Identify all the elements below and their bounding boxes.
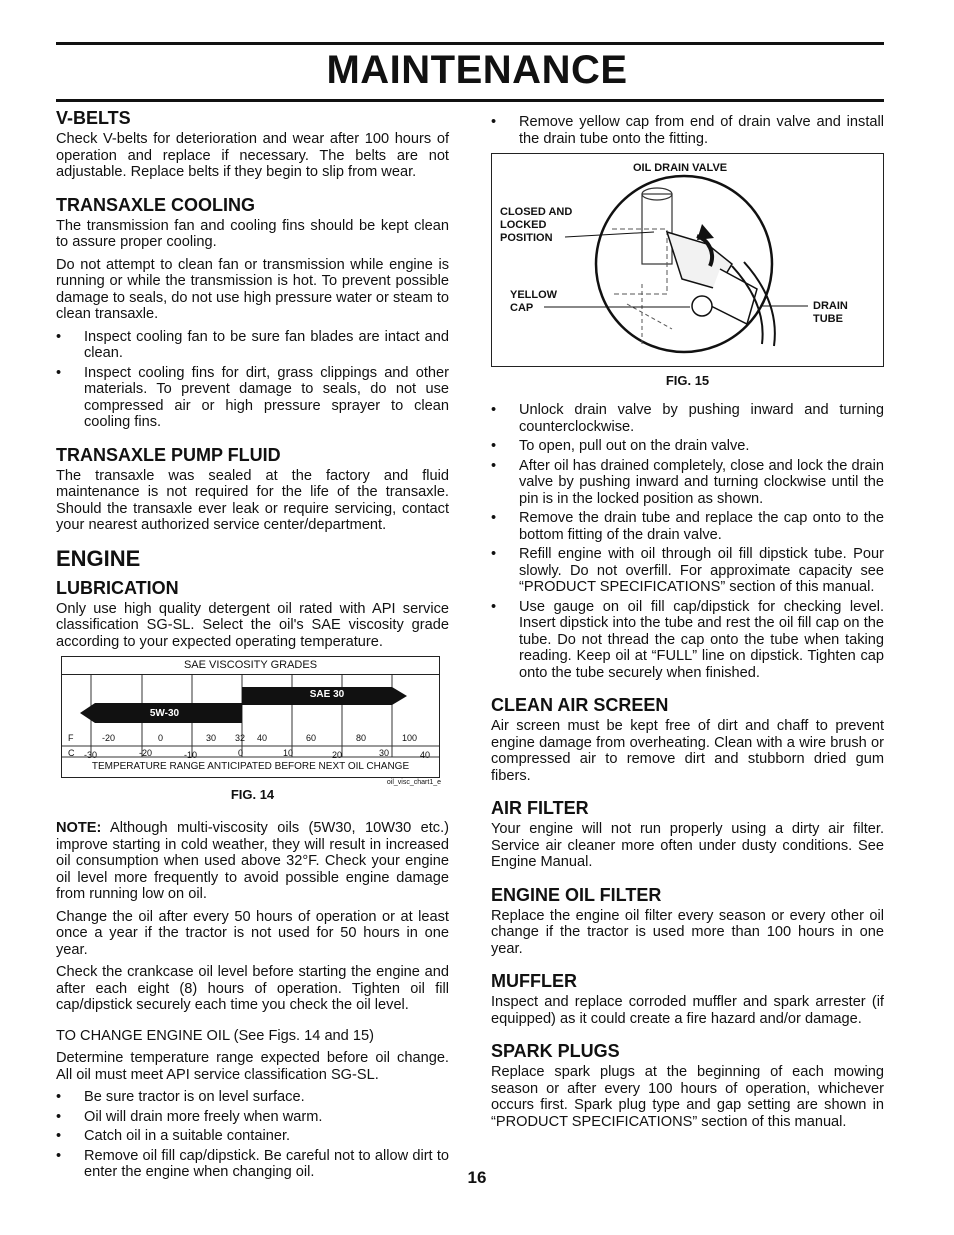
transaxle-cooling-p1: The transmission fan and cooling fins should be kept clean to assure proper cooling.	[56, 217, 449, 250]
pump-fluid-section	[56, 445, 449, 534]
fig15-caption: FIG. 15	[665, 373, 710, 388]
f-tick: 0	[158, 733, 164, 743]
sae30-label: SAE 30	[309, 689, 345, 700]
chart-code: oil_visc_chart1_e	[386, 779, 441, 786]
transaxle-cooling-section	[56, 195, 449, 431]
c-tick: 40	[420, 750, 431, 760]
closed-line-1: CLOSED AND	[500, 206, 573, 218]
viscosity-chart-svg	[62, 657, 439, 777]
vbelts-heading: V-BELTS	[56, 108, 131, 128]
closed-line-3: POSITION	[500, 232, 553, 244]
f-tick: 100	[402, 733, 418, 743]
yellow-line-1: YELLOW	[510, 289, 558, 301]
lubrication-text: Only use high quality detergent oil rated with API service classification SG-SL. Select the oil's SAE viscosity grade according to your expected operating temperature.	[56, 600, 449, 650]
list-item: • Oil will drain more freely when warm.	[56, 1109, 449, 1126]
5w30-label: 5W-30	[149, 708, 180, 719]
f-tick: 32	[235, 733, 246, 743]
yellow-cap-label	[510, 289, 557, 315]
drain-line-2: TUBE	[813, 313, 843, 325]
c-tick: -10	[184, 750, 198, 760]
air-filter-section	[491, 798, 884, 871]
list-item: • Unlock drain valve by pushing inward and turning counterclockwise.	[491, 402, 884, 435]
vbelts-text: Check V-belts for deterioration and wear after 100 hours of operation and replace if necessary. The belts are not adjustable. Replace belts if they begin to slip from wear.	[56, 131, 449, 180]
list-item: • Remove oil fill cap/dipstick. Be careful not to allow dirt to enter the engine when changing oil.	[56, 1148, 449, 1181]
c-tick: 10	[283, 748, 294, 758]
determine-text: Determine temperature range expected before oil change. All oil must meet API service classification SG-SL.	[56, 1050, 449, 1083]
list-item: • Remove yellow cap from end of drain valve and install the drain tube onto the fitting.	[491, 114, 884, 147]
c-tick: -30	[84, 750, 98, 760]
yellow-line-2: CAP	[510, 302, 534, 314]
closed-line-2: LOCKED	[500, 219, 547, 231]
drain-valve-figure	[491, 153, 884, 367]
f-tick: 80	[356, 733, 367, 743]
oil-drain-valve-label: OIL DRAIN VALVE	[633, 162, 728, 174]
viscosity-chart	[61, 656, 440, 778]
air-filter-heading: AIR FILTER	[491, 798, 589, 818]
drain-top-list	[491, 114, 884, 147]
left-column	[56, 108, 449, 1187]
oil-filter-section	[491, 885, 884, 958]
list-item: • After oil has drained completely, close and lock the drain valve by pushing inward and turning clockwise until the pin is in the locked position as shown.	[491, 458, 884, 508]
spark-plugs-text: Replace spark plugs at the beginning of each mowing season or after every 100 hours of operation, whichever occurs first. Spark plug type and gap setting are shown in “PRODUCT SPECIFICATIONS” section of this manual.	[491, 1064, 884, 1130]
list-item: • Use gauge on oil fill cap/dipstick for checking level. Insert dipstick into the tube and rest the oil fill cap on the tube. Do not thread the cap onto the tube when taking reading. Keep oil at “FULL” line on dipstick. Tighten cap onto the tube securely when finished.	[491, 599, 884, 682]
c-tick: 20	[332, 750, 343, 760]
chart-footer: TEMPERATURE RANGE ANTICIPATED BEFORE NEXT OIL CHANGE	[91, 761, 410, 772]
right-column	[491, 114, 884, 1136]
oil-change-p1: Change the oil after every 50 hours of operation or at least once a year if the tractor is not used for 50 hours in one year.	[56, 908, 449, 958]
to-change-oil: TO CHANGE ENGINE OIL (See Figs. 14 and 15)	[56, 1027, 374, 1044]
c-tick: -20	[139, 748, 153, 758]
lubrication-heading: LUBRICATION	[56, 577, 179, 598]
note-paragraph	[56, 820, 449, 903]
oil-change-p2: Check the crankcase oil level before starting the engine and after each eight (8) hours of operation. Tighten oil fill cap/dipstick securely each time you check the oil level.	[56, 964, 449, 1013]
oil-filter-text: Replace the engine oil filter every season or every other oil change if the tractor is used more than 100 hours in one year.	[491, 907, 884, 957]
muffler-section	[491, 971, 884, 1027]
list-item: • Catch oil in a suitable container.	[56, 1128, 449, 1145]
muffler-heading: MUFFLER	[491, 971, 577, 991]
page-number: 16	[467, 1168, 487, 1187]
page-title: MAINTENANCE	[326, 48, 628, 92]
top-rule	[56, 42, 884, 45]
f-tick: -20	[102, 733, 116, 743]
list-item: • Remove the drain tube and replace the cap onto to the bottom fitting of the drain valve.	[491, 510, 884, 543]
closed-locked-label	[500, 206, 572, 245]
c-tick: 0	[238, 748, 244, 758]
note-text: Although multi-viscosity oils (5W30, 10W30 etc.) improve starting in cold weather, they will result in increased oil consumption when used above 32°F. Check your engine oil level more frequently to avoid possible engine damage from running low on oil.	[56, 820, 449, 902]
transaxle-cooling-heading: TRANSAXLE COOLING	[56, 194, 256, 215]
f-tick: 30	[206, 733, 217, 743]
transaxle-cooling-list	[56, 329, 449, 431]
clean-air-heading: CLEAN AIR SCREEN	[491, 695, 669, 715]
transaxle-cooling-p2: Do not attempt to clean fan or transmission while engine is running or while the transmission is hot. To prevent possible damage to seals, do not use high pressure water or steam to clean transaxle.	[56, 256, 449, 322]
fig14-caption: FIG. 14	[230, 787, 275, 802]
note-label: NOTE:	[56, 820, 102, 836]
drain-line-1: DRAIN	[813, 300, 848, 312]
engine-heading: ENGINE	[56, 545, 141, 571]
list-item: • Inspect cooling fins for dirt, grass clippings and other materials. To prevent damage to seals, do not use compressed air or high pressure sprayer to clean cooling fins.	[56, 365, 449, 431]
list-item: • Refill engine with oil through oil fill dipstick tube. Pour slowly. Do not overfill. For approximate capacity see “PRODUCT SPECIFICATIONS” section of this manual.	[491, 546, 884, 596]
f-label: F	[68, 733, 74, 743]
title-rule	[56, 99, 884, 102]
list-item: • Inspect cooling fan to be sure fan blades are intact and clean.	[56, 329, 449, 362]
list-item: • Be sure tractor is on level surface.	[56, 1089, 449, 1106]
clean-air-text: Air screen must be kept free of dirt and chaff to prevent engine damage from overheating. Clean with a wire brush or compressed air to remove dirt and stubborn dried gum fibers.	[491, 718, 884, 784]
drain-valve-illustration	[492, 154, 883, 366]
f-tick: 40	[257, 733, 268, 743]
air-filter-text: Your engine will not run properly using a dirty air filter. Service air cleaner more often under dusty conditions. See Engine Manual.	[491, 821, 884, 870]
spark-plugs-section	[491, 1041, 884, 1130]
oil-change-list	[56, 1089, 449, 1181]
pump-fluid-text: The transaxle was sealed at the factory and fluid maintenance is not required for the life of the transaxle. Should the transaxle ever leak or require servicing, contact your nearest authorized service center/department.	[56, 467, 449, 533]
drain-tube-label	[813, 300, 848, 326]
spark-plugs-heading: SPARK PLUGS	[491, 1041, 620, 1061]
c-label: C	[68, 748, 75, 758]
list-item: • To open, pull out on the drain valve.	[491, 438, 884, 455]
pump-fluid-heading: TRANSAXLE PUMP FLUID	[56, 444, 281, 465]
chart-header: SAE VISCOSITY GRADES	[183, 659, 318, 671]
c-tick: 30	[379, 748, 390, 758]
drain-steps-list	[491, 402, 884, 681]
f-tick: 60	[306, 733, 317, 743]
muffler-text: Inspect and replace corroded muffler and spark arrester (if equipped) as it could create a fire hazard and/or damage.	[491, 994, 884, 1027]
oil-filter-heading: ENGINE OIL FILTER	[491, 884, 662, 905]
clean-air-section	[491, 695, 884, 784]
